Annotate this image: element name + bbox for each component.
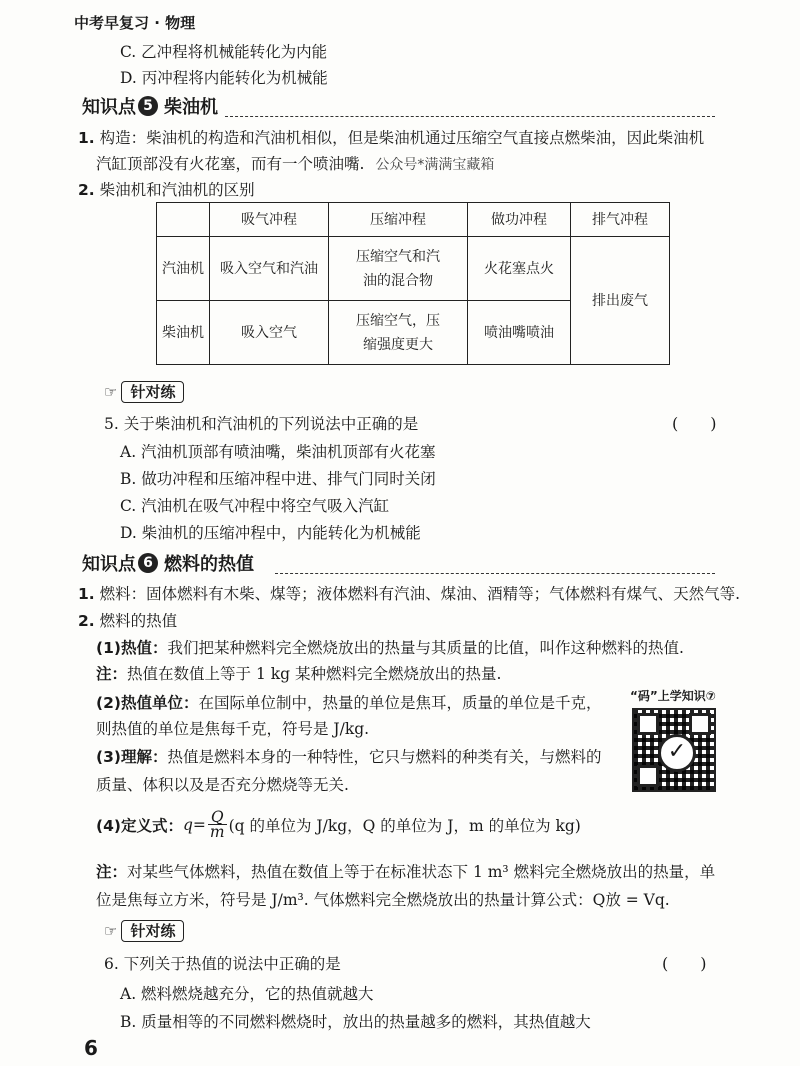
q5-option-c: C. 汽油机在吸气冲程中将空气吸入汽缸 [120, 497, 390, 515]
item-number: 1. [78, 129, 95, 147]
p3-understanding [96, 745, 601, 767]
table-header-row [157, 203, 670, 237]
para-label: (1)热值： [96, 639, 168, 657]
checkmark-icon: ✓ [658, 734, 696, 772]
formula-lhs: q= [182, 815, 206, 834]
item-text: 燃料：固体燃料有木柴、煤等；液体燃料有汽油、煤油、酒精等；气体燃料有煤气、天然气等. [99, 585, 741, 603]
s6-item1 [78, 582, 740, 604]
cell-line: 压缩空气和汽 [356, 248, 440, 265]
section-number-badge: 5 [138, 96, 158, 116]
header-cell: 吸气冲程 [210, 203, 329, 237]
qr-code[interactable] [632, 708, 716, 792]
answer-blank: ( ) [672, 414, 717, 433]
row-name: 汽油机 [157, 237, 210, 301]
header-cell: 排气冲程 [571, 203, 670, 237]
item-text: 汽缸顶部没有火花塞，而有一个喷油嘴. [96, 155, 365, 173]
item-number: 1. [78, 585, 95, 603]
item-text: 柴油机和汽油机的区别 [99, 181, 255, 199]
item-text: 构造：柴油机的构造和汽油机相似，但是柴油机通过压缩空气直接点燃柴油，因此柴油机 [99, 129, 705, 147]
watermark-text: 公众号*满满宝藏箱 [375, 157, 495, 173]
cell-power: 喷油嘴喷油 [468, 301, 571, 365]
p3-understanding-line2: 质量、体积以及是否充分燃烧等无关. [96, 776, 349, 794]
answer-blank: ( ) [662, 954, 707, 973]
item-number: 2. [78, 612, 95, 630]
practice-label: 针对练 [121, 381, 184, 403]
section-6-heading [82, 550, 254, 576]
header-cell-empty [157, 203, 210, 237]
q5-option-d: D. 柴油机的压缩冲程中，内能转化为机械能 [120, 524, 421, 542]
section-divider [225, 116, 715, 117]
table-row-gasoline [157, 237, 670, 301]
formula-fraction [208, 810, 227, 839]
note-2-line2: 位是焦每立方米，符号是 J/m³. 气体燃料完全燃烧放出的热量计算公式：Q放 = Vq. [96, 891, 670, 909]
cell-compression [329, 301, 468, 365]
p4-formula [96, 810, 581, 839]
s6-item2 [78, 609, 177, 631]
section-prefix: 知识点 [82, 97, 136, 118]
header-cell: 做功冲程 [468, 203, 571, 237]
s5-item1-line1 [78, 126, 704, 148]
p2-unit [96, 691, 601, 713]
note-text: 对某些气体燃料，热值在数值上等于在标准状态下 1 m³ 燃料完全燃烧放出的热量，单 [127, 863, 716, 881]
qr-finder [689, 713, 711, 735]
s5-item1-line2 [96, 152, 494, 174]
hand-pointer-icon: ☞ [104, 383, 118, 401]
page-header: 中考早复习 · 物理 [74, 14, 196, 32]
note-label: 注： [96, 665, 128, 683]
cell-compression [329, 237, 468, 301]
cell-intake: 吸入空气 [210, 301, 329, 365]
para-text: 我们把某种燃料完全燃烧放出的热量与其质量的比值，叫作这种燃料的热值. [167, 639, 684, 657]
section-number-badge: 6 [138, 553, 158, 573]
fraction-numerator: Q [208, 810, 227, 825]
section-title: 柴油机 [164, 97, 218, 118]
note-2 [96, 860, 715, 882]
para-text: 在国际单位制中，热量的单位是焦耳，质量的单位是千克， [198, 694, 602, 712]
section-prefix: 知识点 [82, 554, 136, 575]
engine-comparison-table [156, 202, 670, 365]
section-title: 燃料的热值 [164, 554, 254, 575]
q5-option-b: B. 做功冲程和压缩冲程中进、排气门同时关闭 [120, 470, 436, 488]
hand-pointer-icon: ☞ [104, 922, 118, 940]
cell-exhaust: 排出废气 [571, 237, 670, 365]
cell-line: 油的混合物 [363, 272, 433, 289]
qr-finder [637, 713, 659, 735]
fraction-denominator: m [209, 823, 225, 841]
practice-tag [104, 920, 184, 942]
q5-stem: 5. 关于柴油机和汽油机的下列说法中正确的是 [104, 415, 419, 433]
item-text: 燃料的热值 [99, 612, 178, 630]
note-text: 热值在数值上等于 1 kg 某种燃料完全燃烧放出的热量. [127, 665, 502, 683]
para-label: (3)理解： [96, 748, 168, 766]
cell-intake: 吸入空气和汽油 [210, 237, 329, 301]
cell-power: 火花塞点火 [468, 237, 571, 301]
item-number: 2. [78, 181, 95, 199]
q6-stem: 6. 下列关于热值的说法中正确的是 [104, 955, 341, 973]
q5-option-a: A. 汽油机顶部有喷油嘴，柴油机顶部有火花塞 [120, 443, 436, 461]
row-name: 柴油机 [157, 301, 210, 365]
section-5-heading [82, 93, 218, 119]
practice-tag [104, 381, 184, 403]
p2-unit-line2: 则热值的单位是焦每千克，符号是 J/kg. [96, 720, 370, 738]
q6-option-a: A. 燃料燃烧越充分，它的热值就越大 [120, 985, 374, 1003]
note-label: 注： [96, 863, 128, 881]
note-1 [96, 662, 501, 684]
p1-heat-value [96, 636, 684, 658]
section-divider [275, 573, 715, 574]
header-cell: 压缩冲程 [329, 203, 468, 237]
option-d: D. 丙冲程将内能转化为机械能 [120, 69, 328, 87]
para-label: (2)热值单位： [96, 694, 199, 712]
q6-option-b: B. 质量相等的不同燃料燃烧时，放出的热量越多的燃料，其热值越大 [120, 1013, 591, 1031]
para-text: 热值是燃料本身的一种特性，它只与燃料的种类有关，与燃料的 [167, 748, 602, 766]
page-number: 6 [84, 1036, 98, 1060]
practice-label: 针对练 [121, 920, 184, 942]
qr-caption: “码”上学知识⑦ [630, 689, 716, 703]
formula-units: (q 的单位为 J/kg，Q 的单位为 J，m 的单位为 kg) [228, 816, 581, 835]
cell-line: 压缩空气，压 [356, 312, 440, 329]
cell-line: 缩强度更大 [363, 336, 433, 353]
para-label: (4)定义式： [96, 816, 183, 835]
option-c: C. 乙冲程将机械能转化为内能 [120, 43, 328, 61]
qr-finder [637, 765, 659, 787]
s5-item2 [78, 178, 255, 200]
